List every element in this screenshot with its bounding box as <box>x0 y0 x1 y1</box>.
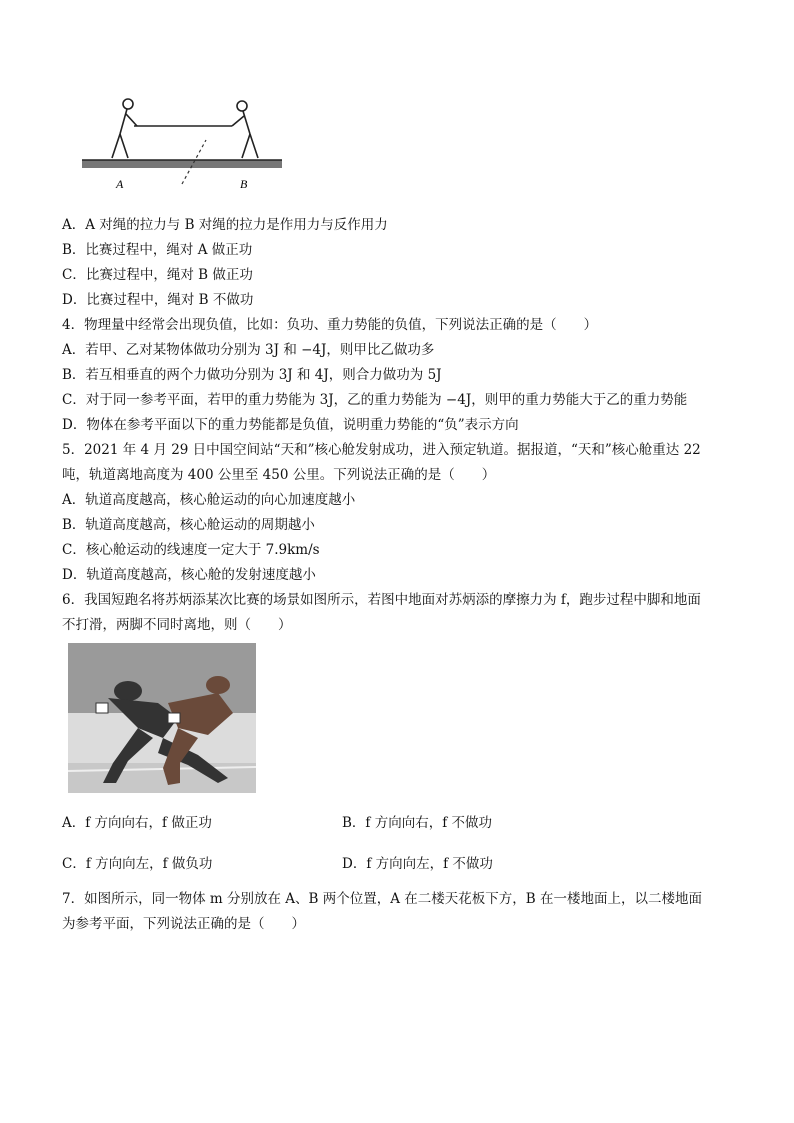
q6-option-d: D．f 方向向左，f 不做功 <box>342 856 493 872</box>
q5-stem-line1: 5．2021 年 4 月 29 日中国空间站“天和”核心舱发射成功，进入预定轨道。据报道，“天和”核心舱重达 22 <box>62 442 701 458</box>
q4-option-a: A．若甲、乙对某物体做功分别为 3J 和 −4J，则甲比乙做功多 <box>62 342 435 358</box>
label-b: B <box>240 177 248 191</box>
q7-stem-line2: 为参考平面，下列说法正确的是（ ） <box>62 916 305 932</box>
q6-stem-line2: 不打滑，两脚不同时离地，则（ ） <box>62 617 292 633</box>
q4-option-b: B．若互相垂直的两个力做功分别为 3J 和 4J，则合力做功为 5J <box>62 367 442 383</box>
q3-option-b: B．比赛过程中，绳对 A 做正功 <box>62 242 253 258</box>
q4-option-d: D．物体在参考平面以下的重力势能都是负值，说明重力势能的“负”表示方向 <box>62 417 519 433</box>
q6-option-b: B．f 方向向右，f 不做功 <box>342 815 492 831</box>
q5-option-d: D．轨道高度越高，核心舱的发射速度越小 <box>62 567 316 583</box>
ground-hatch <box>82 160 282 168</box>
q4-stem: 4．物理量中经常会出现负值，比如：负功、重力势能的负值，下列说法正确的是（ ） <box>62 317 598 333</box>
person-b <box>232 101 258 158</box>
person-a <box>112 99 137 158</box>
q3-option-d: D．比赛过程中，绳对 B 不做功 <box>62 292 254 308</box>
q3-option-a: A．A 对绳的拉力与 B 对绳的拉力是作用力与反作用力 <box>62 217 388 233</box>
label-a: A <box>116 177 124 191</box>
q6-option-a: A．f 方向向右，f 做正功 <box>62 815 212 831</box>
q5-option-b: B．轨道高度越高，核心舱运动的周期越小 <box>62 517 315 533</box>
q4-option-c: C．对于同一参考平面，若甲的重力势能为 3J，乙的重力势能为 −4J，则甲的重力势能大于乙的重力势能 <box>62 392 688 408</box>
q7-stem-line1: 7．如图所示，同一物体 m 分别放在 A、B 两个位置，A 在二楼天花板下方，B 在一楼地面上，以二楼地面 <box>62 891 702 907</box>
sprinter-photo <box>68 643 256 793</box>
q5-option-a: A．轨道高度越高，核心舱运动的向心加速度越小 <box>62 492 356 508</box>
q6-stem-line1: 6．我国短跑名将苏炳添某次比赛的场景如图所示，若图中地面对苏炳添的摩擦力为 f，跑步过程中脚和地面 <box>62 592 701 608</box>
q5-option-c: C．核心舱运动的线速度一定大于 7.9km/s <box>62 542 320 558</box>
tug-of-war-figure <box>82 96 282 192</box>
q5-stem-line2: 吨，轨道离地高度为 400 公里至 450 公里。下列说法正确的是（ ） <box>62 467 496 483</box>
q3-option-c: C．比赛过程中，绳对 B 做正功 <box>62 267 253 283</box>
q6-option-c: C．f 方向向左，f 做负功 <box>62 856 213 872</box>
